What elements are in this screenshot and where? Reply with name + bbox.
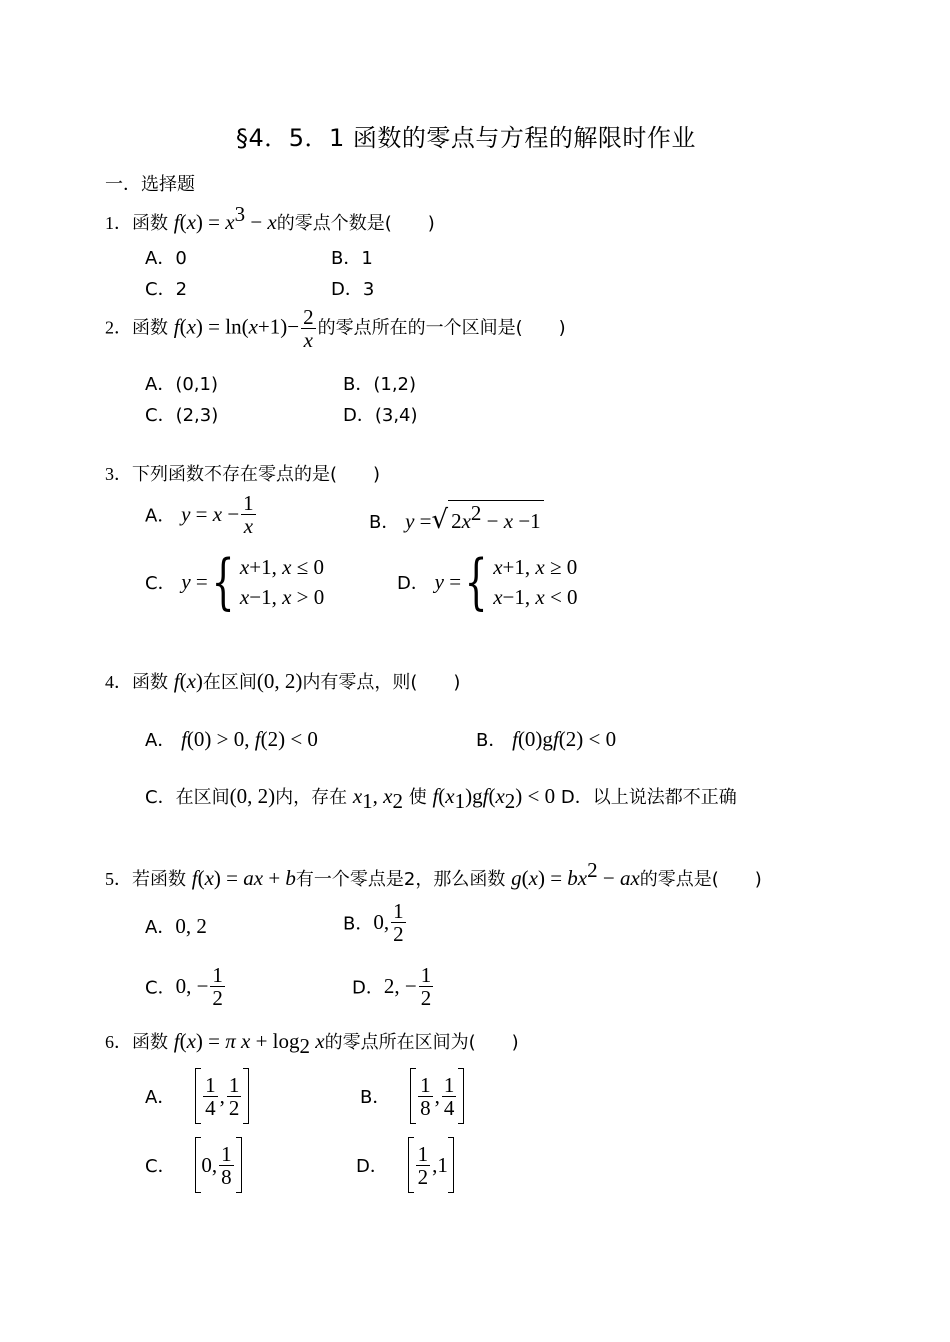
q4-option-b: B． f(0)gf(2) < 0 bbox=[476, 727, 617, 751]
q6-option-b: B． $\frac{1}{8}$ , $\frac{1}{4}$ bbox=[360, 1068, 464, 1124]
q4-option-c: C．在区间(0, 2)内，存在 $x_1$, $x_2$ 使 $f(x_1)gf(x_2) < 0$ D．以上说法都不正确 bbox=[145, 784, 737, 814]
q1-option-c: C．2 bbox=[145, 279, 188, 300]
q6-option-c: C． 0, $\frac{1}{8}$ bbox=[145, 1137, 242, 1193]
q2-option-c: C．(2,3) bbox=[145, 405, 219, 426]
q3-option-b: B． y =√ $2x^2 - x -1$ bbox=[369, 500, 544, 535]
section-heading: 一．选择题 bbox=[105, 174, 195, 195]
question-2: 2．函数 f(x) = ln(x+1)− $\frac{2}{x}$ 的零点所在的一个区间是( ) bbox=[105, 305, 566, 352]
question-4: 4．函数 f(x)在区间(0, 2)内有零点，则( ) bbox=[105, 669, 461, 693]
q3-option-c: C． y ={ x+1, x ≤ 0 x−1, x > 0 bbox=[145, 547, 325, 617]
q2-option-a: A．(0,1) bbox=[145, 374, 218, 395]
q5-option-d: D．2, − $\frac{1}{2}$ bbox=[352, 963, 432, 1010]
page-title: §4．5．1 函数的零点与方程的解限时作业 bbox=[236, 124, 696, 152]
q2-option-b: B．(1,2) bbox=[343, 374, 417, 395]
question-6: 6．函数 f(x) = π $x + \log_2 x$的零点所在区间为( ) bbox=[105, 1029, 519, 1059]
q3-option-a: A． y = x − $\frac{1}{x}$ bbox=[145, 491, 254, 538]
q6-option-d: D． $\frac{1}{2}$ ,1 bbox=[356, 1137, 454, 1193]
q1-formula: $f(x) = x^3 - x$ bbox=[173, 202, 277, 234]
q4-option-a: A． f(0) > 0, f(2) < 0 bbox=[145, 727, 318, 751]
question-5: 5．若函数 f(x) = ax + b有一个零点是2，那么函数 $g(x) = bx^2$ − ax的零点是( ) bbox=[105, 858, 762, 890]
question-3: 3．下列函数不存在零点的是( ) bbox=[105, 464, 381, 485]
q5-option-c: C．0, − $\frac{1}{2}$ bbox=[145, 963, 223, 1010]
q5-option-b: B．0, $\frac{1}{2}$ bbox=[343, 899, 404, 946]
question-1: 1．函数 $f(x) = x^3 - x$的零点个数是( ) bbox=[105, 202, 435, 234]
q5-option-a: A．0, 2 bbox=[145, 914, 207, 938]
q6-option-a: A． $\frac{1}{4}$ , $\frac{1}{2}$ bbox=[145, 1068, 249, 1124]
q1-option-b: B．1 bbox=[331, 248, 373, 269]
q3-option-d: D． y ={ x+1, x ≥ 0 x−1, x < 0 bbox=[397, 547, 578, 617]
q1-option-a: A．0 bbox=[145, 248, 187, 269]
q4-option-d: D．以上说法都不正确 bbox=[560, 787, 737, 808]
q1-option-d: D．3 bbox=[331, 279, 375, 300]
q2-option-d: D．(3,4) bbox=[343, 405, 418, 426]
